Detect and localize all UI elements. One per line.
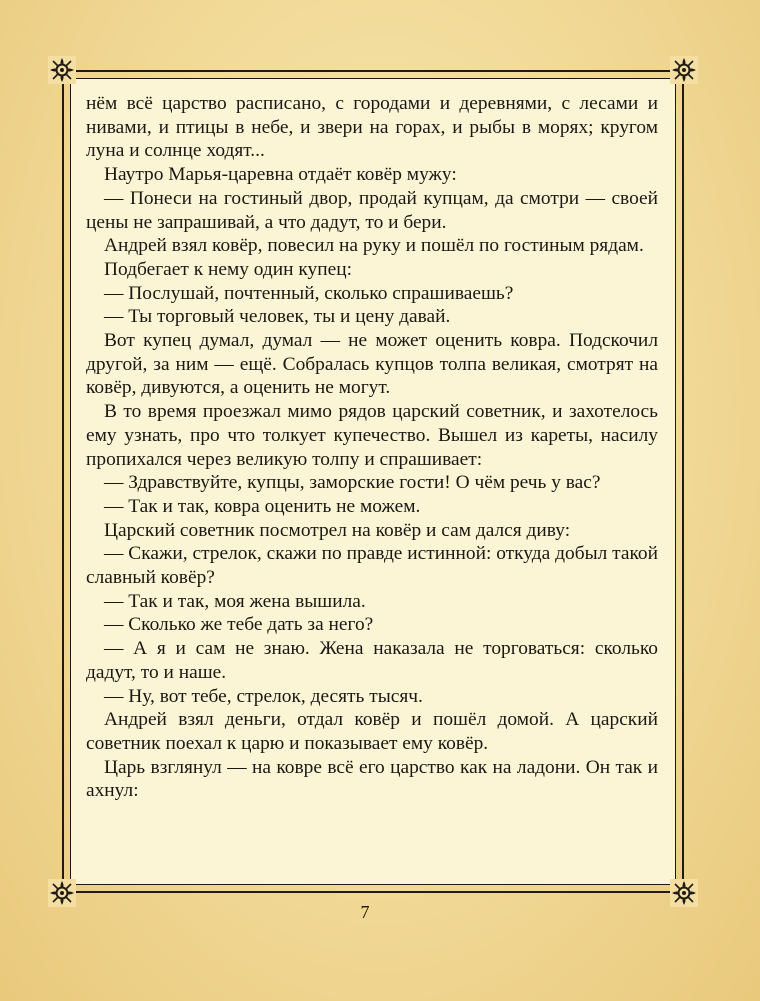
paragraph: — Здравствуйте, купцы, заморские гости! О чём речь у вас? [104, 472, 601, 494]
paragraph: — Так и так, моя жена вышила. [104, 590, 366, 612]
paragraph: В то время проезжал мимо рядов царский советник, и захотелось ему узнать, про что толкует купечество. Вышел из кареты, насилу пропихался через великую толпу и спрашивает: [86, 401, 658, 470]
paragraph: Андрей взял ковёр, повесил на руку и пошёл по гостиным рядам. [104, 235, 644, 257]
paragraph: — Ну, вот тебе, стрелок, десять тысяч. [104, 685, 423, 707]
paragraph: Вот купец думал, думал — не может оценить ковра. Подскочил другой, за ним — ещё. Собралась купцов толпа великая, смотрят на ковёр, дивуются, а оценить не могут. [86, 330, 658, 399]
corner-ornament-icon [48, 56, 76, 84]
corner-ornament-icon [670, 56, 698, 84]
paragraph: нём всё царство расписано, с городами и деревнями, с лесами и нивами, и птицы в небе, и звери на горах, и рыбы в морях; кругом луна и солнце ходят... [86, 93, 658, 162]
body-text [86, 92, 658, 803]
page-number: 7 [360, 902, 370, 922]
corner-ornament-icon [670, 879, 698, 907]
paragraph: — А я и сам не знаю. Жена наказала не торговаться: сколько дадут, то и наше. [86, 638, 658, 683]
paragraph: — Ты торговый человек, ты и цену давай. [104, 306, 451, 328]
paragraph: Царь взглянул — на ковре всё его царство как на ладони. Он так и ахнул: [86, 756, 658, 802]
paragraph: Наутро Марья-царевна отдаёт ковёр мужу: [104, 164, 457, 186]
paragraph: Подбегает к нему один купец: [104, 258, 352, 280]
paragraph: Андрей взял деньги, отдал ковёр и пошёл домой. А царский советник поехал к царю и показывает ему ковёр. [86, 709, 658, 754]
paragraph: — Сколько же тебе дать за него? [104, 614, 374, 636]
corner-ornament-icon [48, 879, 76, 907]
paragraph: Царский советник посмотрел на ковёр и сам дался диву: [104, 519, 571, 541]
paragraph: — Послушай, почтенный, сколько спрашиваешь? [104, 282, 514, 304]
paragraph: — Понеси на гостиный двор, продай купцам, да смотри — своей цены не запрашивай, а что дадут, то и бери. [86, 187, 658, 233]
paragraph: — Так и так, ковра оценить не можем. [104, 495, 421, 517]
paragraph: — Скажи, стрелок, скажи по правде истинной: откуда добыл такой славный ковёр? [86, 543, 658, 589]
